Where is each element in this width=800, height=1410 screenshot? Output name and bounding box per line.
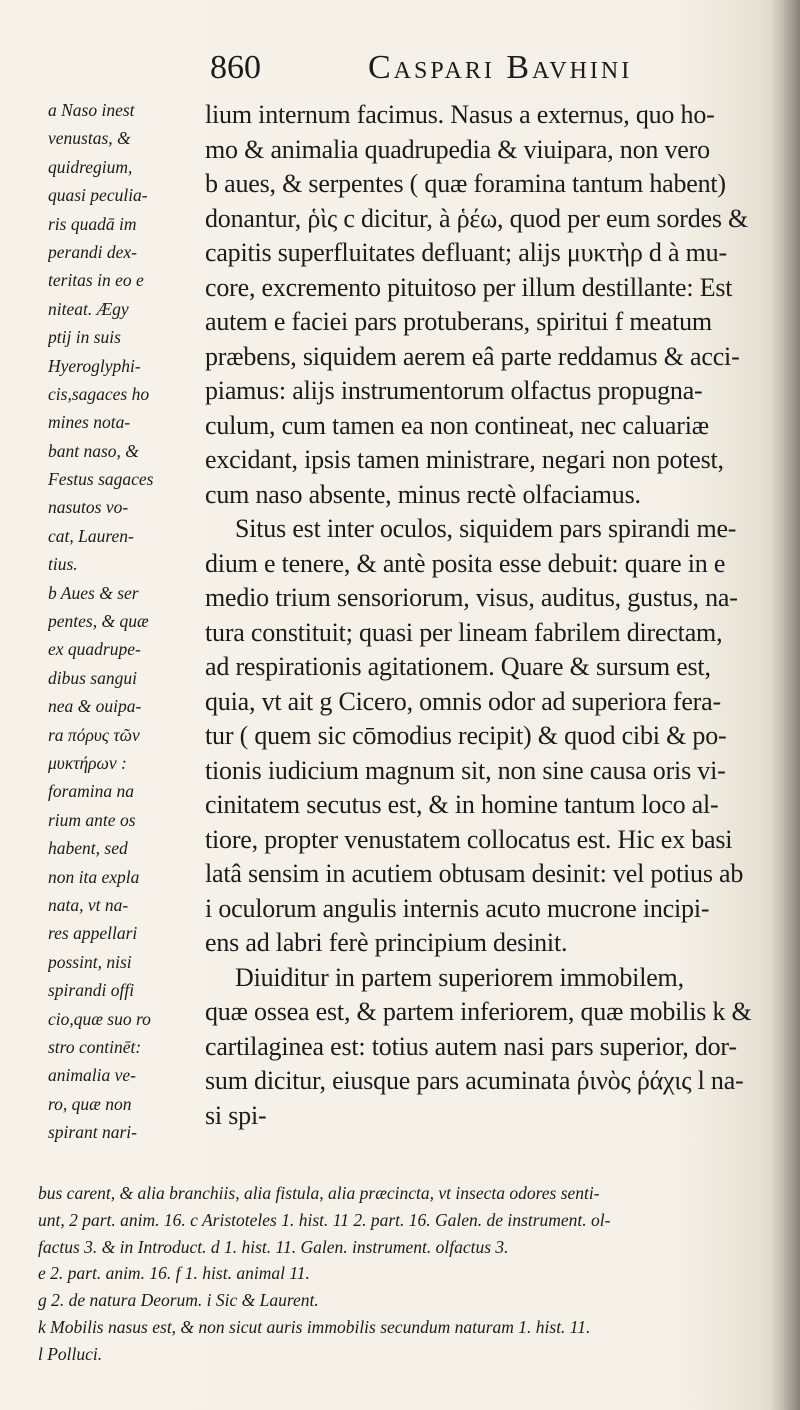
page-edge-shadow xyxy=(770,0,800,1410)
marginal-line: cat, Lauren- xyxy=(48,525,134,546)
text-line: si spi- xyxy=(205,1100,267,1130)
text-line: dium e tenere, & antè posita esse debuit: quare in e xyxy=(205,548,726,578)
footnote-line: bus carent, & alia branchiis, alia fistula, alia præcincta, vt insecta odores senti- xyxy=(38,1183,600,1203)
footnote-line: factus 3. & in Introduct. d 1. hist. 11. Galen. instrument. olfactus 3. xyxy=(38,1236,509,1257)
text-line: i oculorum angulis internis acuto mucrone incipi- xyxy=(205,893,710,923)
text-line: excidant, ipsis tamen ministrare, negari non potest, xyxy=(205,445,724,474)
marginal-line: ex quadrupe- xyxy=(48,639,141,660)
marginal-line: quidregium, xyxy=(48,156,133,177)
marginal-line: niteat. Ægy xyxy=(48,298,129,319)
marginal-line: nata, vt na- xyxy=(48,894,129,915)
footnote-line: g 2. de natura Deorum. i Sic & Laurent. xyxy=(38,1290,319,1311)
marginal-line: cio,quæ suo ro xyxy=(48,1008,151,1029)
marginal-line: venustas, & xyxy=(48,128,131,149)
marginal-line: ris quadā im xyxy=(48,213,137,234)
text-line: piamus: alijs instrumentorum olfactus propugna- xyxy=(205,376,703,405)
text-line: b aues, & serpentes ( quæ foramina tantum habent) xyxy=(205,169,726,198)
marginal-line: quasi peculia- xyxy=(48,185,148,206)
text-line: latâ sensim in acutiem obtusam desinit: vel potius ab xyxy=(205,859,744,888)
marginal-line: a Naso inest xyxy=(48,100,135,120)
text-line: donantur, ῥὶς c dicitur, à ῥέω, quod per eum sordes & xyxy=(205,203,749,233)
marginal-line: foramina na xyxy=(48,781,135,802)
footnote-line: l Polluci. xyxy=(38,1343,103,1364)
main-text xyxy=(205,98,765,1133)
text-line: præbens, siquidem aerem eâ parte reddamus & acci- xyxy=(205,341,740,371)
marginal-line: rium ante os xyxy=(48,809,136,830)
marginal-line: bant naso, & xyxy=(48,440,139,461)
marginal-line: nea & ouipa- xyxy=(48,696,142,717)
marginal-line: spirandi offi xyxy=(48,980,135,1001)
marginal-line: cis,sagaces ho xyxy=(48,383,150,404)
marginal-line: spirant nari- xyxy=(48,1122,137,1143)
text-line: quia, vt ait g Cicero, omnis odor ad superiora fera- xyxy=(205,686,721,716)
marginal-line: mines nota- xyxy=(48,412,131,433)
marginal-note xyxy=(48,96,208,1146)
text-line: ad respirationis agitationem. Quare & sursum est, xyxy=(205,652,711,681)
marginal-line: ptij in suis xyxy=(48,327,121,348)
text-line: sum dicitur, eiusque pars acuminata ῥινὸς ῥάχις l na- xyxy=(205,1066,744,1095)
text-line: tiore, propter venustatem collocatus est. Hic ex basi xyxy=(205,824,733,854)
text-line: tur ( quem sic cōmodius recipit) & quod cibi & po- xyxy=(205,721,727,750)
text-line: cum naso absente, minus rectè olfaciamus. xyxy=(205,479,641,509)
marginal-line: perandi dex- xyxy=(48,241,137,262)
marginal-line: nasutos vo- xyxy=(48,497,129,518)
text-line: tura constituit; quasi per lineam fabrilem directam, xyxy=(205,617,723,647)
text-line: cartilaginea est: totius autem nasi pars superior, dor- xyxy=(205,1031,737,1061)
footnote-line: e 2. part. anim. 16. f 1. hist. animal 11. xyxy=(38,1263,310,1284)
text-line: lium internum facimus. Nasus a externus, quo ho- xyxy=(205,100,715,129)
marginal-line: non ita expla xyxy=(48,866,140,887)
marginal-line: teritas in eo e xyxy=(48,270,144,291)
marginal-line: Festus sagaces xyxy=(48,469,154,490)
marginal-line: pentes, & quæ xyxy=(48,611,149,632)
text-line: core, excremento pituitoso per illum destillante: Est xyxy=(205,272,733,302)
marginal-line: b Aues & ser xyxy=(48,582,139,603)
text-line: capitis superfluitates defluant; alijs μυκτὴρ d à mu- xyxy=(205,238,727,267)
marginal-line: possint, nisi xyxy=(48,951,132,972)
footnote-line: k Mobilis nasus est, & non sicut auris immobilis secundum naturam 1. hist. 11. xyxy=(38,1316,591,1337)
marginal-line: μυκτήρων : xyxy=(48,752,127,773)
marginal-line: dibus sangui xyxy=(48,667,137,688)
footnote-line: unt, 2 part. anim. 16. c Aristoteles 1. hist. 11 2. part. 16. Galen. de instrument. ol- xyxy=(38,1209,611,1230)
marginal-line: ro, quæ non xyxy=(48,1093,132,1114)
marginal-line: tius. xyxy=(48,554,78,575)
page-header xyxy=(210,44,770,92)
marginal-line: ra πόρυς τῶν xyxy=(48,724,140,745)
marginal-line: animalia ve- xyxy=(48,1065,136,1086)
text-line: Situs est inter oculos, siquidem pars spirandi me- xyxy=(235,514,737,543)
text-line: tionis iudicium magnum sit, non sine causa oris vi- xyxy=(205,755,726,785)
text-line: autem e faciei pars protuberans, spiritui f meatum xyxy=(205,307,712,336)
text-line: culum, cum tamen ea non contineat, nec caluariæ xyxy=(205,410,709,440)
page-number: 860 xyxy=(210,49,261,86)
text-line: quæ ossea est, & partem inferiorem, quæ mobilis k & xyxy=(205,997,752,1026)
text-line: ens ad labri ferè principium desinit. xyxy=(205,928,568,957)
text-line: mo & animalia quadrupedia & viuipara, non vero xyxy=(205,134,710,164)
footnotes xyxy=(38,1180,768,1368)
marginal-line: habent, sed xyxy=(48,838,128,859)
marginal-line: Hyeroglyphi- xyxy=(48,355,141,376)
running-head: Caspari Bavhini xyxy=(368,49,633,86)
text-line: cinitatem secutus est, & in homine tantum loco al- xyxy=(205,790,719,819)
text-line: Diuiditur in partem superiorem immobilem, xyxy=(235,962,684,992)
marginal-line: stro continēt: xyxy=(48,1036,142,1057)
marginal-line: res appellari xyxy=(48,923,138,944)
text-line: medio trium sensoriorum, visus, auditus, gustus, na- xyxy=(205,583,738,612)
